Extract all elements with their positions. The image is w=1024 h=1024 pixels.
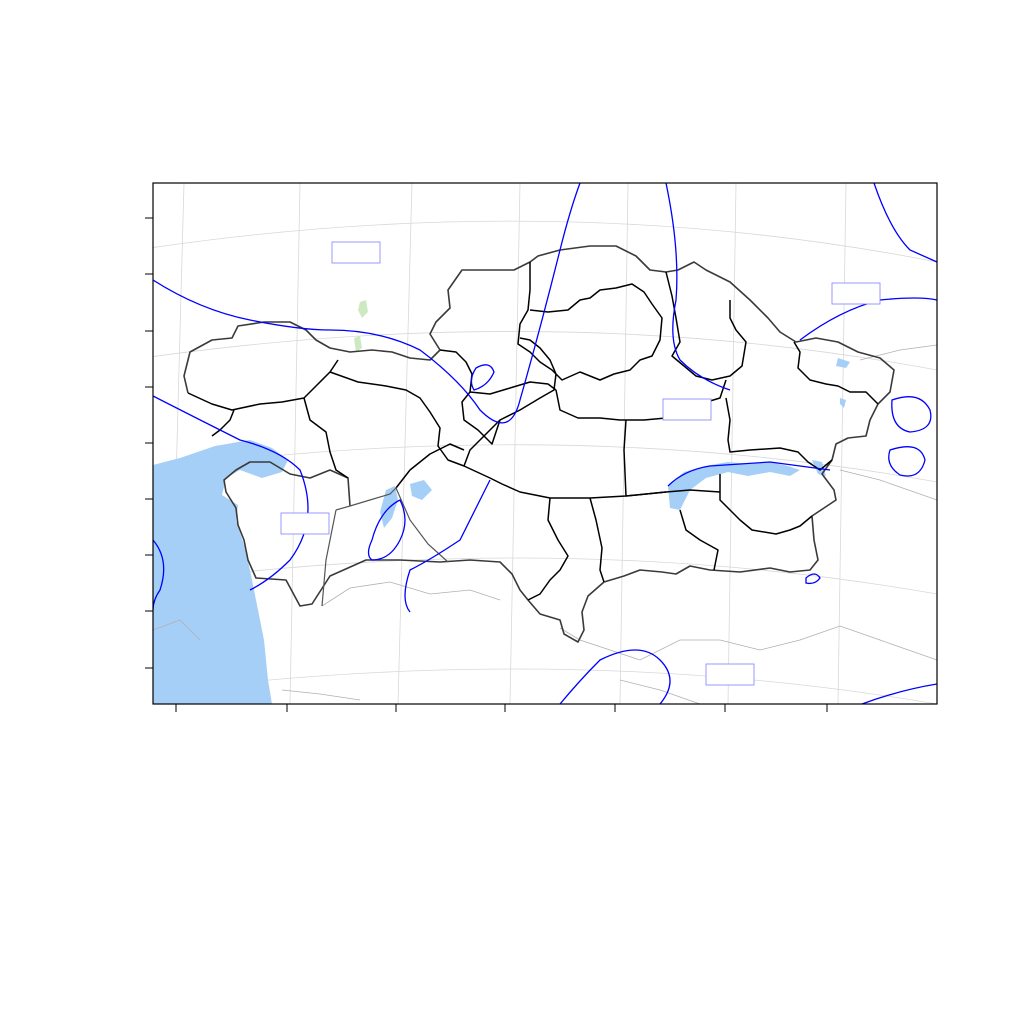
isobar-small [471, 365, 494, 390]
region-borders [188, 262, 878, 600]
bukhtarma [840, 398, 846, 408]
map-area [150, 183, 937, 704]
balkhash-lake [668, 462, 800, 510]
aral-sea-east [410, 480, 432, 500]
legend-title [0, 794, 1024, 810]
graticule [150, 183, 937, 704]
country-border [184, 246, 894, 642]
water-bodies [153, 358, 850, 704]
cape-patches [354, 300, 368, 352]
map-frame [153, 183, 937, 704]
neighbor-borders [153, 345, 937, 704]
isobar-north-east [874, 183, 937, 262]
isobar-east-loop [892, 397, 931, 432]
isobar-labels [281, 242, 880, 685]
caspian-sea [153, 440, 288, 704]
isobars [153, 183, 937, 704]
isobar-east-loop-2 [889, 447, 925, 476]
isobar-south-east [560, 650, 670, 704]
